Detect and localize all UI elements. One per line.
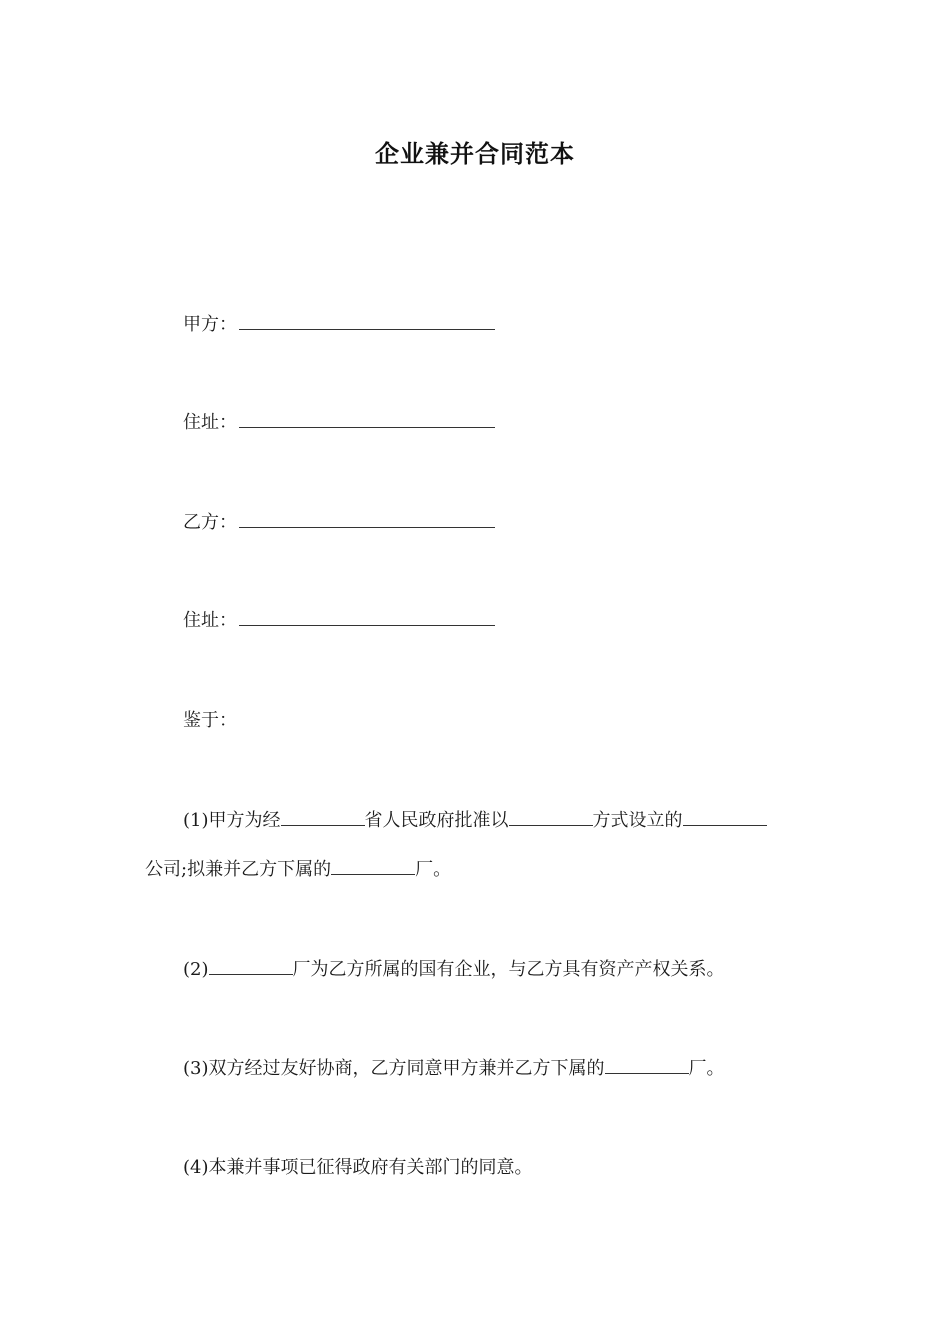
clause-1-text-4: 公司;拟兼并乙方下属的 — [145, 859, 332, 880]
clause-2-text-2: 厂为乙方所属的国有企业，与乙方具有资产产权关系。 — [292, 959, 725, 980]
clause-1-blank-company[interactable] — [683, 809, 767, 826]
clause-3-text-2: 厂。 — [688, 1058, 725, 1079]
address-a-label: 住址： — [183, 412, 237, 433]
clause-1-text-3: 方式设立的 — [592, 810, 683, 831]
clause-3-text-1: (3)双方经过友好协商，乙方同意甲方兼并乙方下属的 — [183, 1058, 605, 1079]
address-a-blank[interactable] — [239, 411, 495, 428]
party-b-blank[interactable] — [239, 511, 495, 528]
clause-4-line: (4)本兼并事项已征得政府有关部门的同意。 — [183, 1157, 533, 1178]
clause-2-text-1: (2) — [183, 959, 209, 980]
clause-1-blank-province[interactable] — [281, 809, 365, 826]
address-b-line — [183, 608, 495, 634]
party-b-line — [183, 510, 495, 536]
clause-1-text-2: 省人民政府批准以 — [364, 810, 509, 831]
address-b-blank[interactable] — [239, 609, 495, 626]
party-a-blank[interactable] — [239, 313, 495, 330]
address-b-label: 住址： — [183, 610, 237, 631]
whereas-label: 鉴于： — [183, 710, 237, 731]
clause-1-line-2 — [145, 857, 451, 883]
party-a-line — [183, 312, 495, 338]
clause-3-line — [183, 1056, 725, 1082]
clause-1-line-1 — [183, 808, 767, 834]
clause-3-blank-factory[interactable] — [605, 1057, 689, 1074]
clause-1-blank-factory[interactable] — [331, 858, 415, 875]
clause-1-text-1: (1)甲方为经 — [183, 810, 281, 831]
clause-1-text-5: 厂。 — [415, 859, 452, 880]
clause-2-line — [183, 957, 725, 983]
document-title: 企业兼并合同范本 — [375, 140, 575, 168]
address-a-line — [183, 410, 495, 436]
clause-1-blank-method[interactable] — [509, 809, 593, 826]
party-a-label: 甲方： — [183, 314, 237, 335]
party-b-label: 乙方： — [183, 512, 237, 533]
clause-2-blank-factory[interactable] — [209, 958, 293, 975]
